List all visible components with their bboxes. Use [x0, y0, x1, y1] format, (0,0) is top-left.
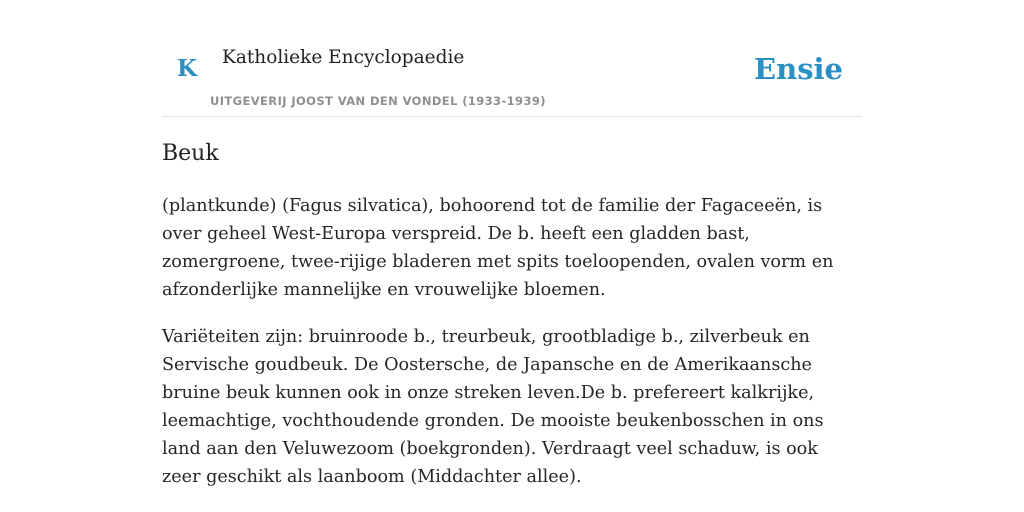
site-header [162, 0, 862, 117]
entry-body [162, 192, 862, 510]
page-container [162, 0, 862, 487]
entry-paragraph: (plantkunde) (Fagus silvatica), bohoorend tot de familie der Fagaceeën, is over geheel West-Europa verspreid. De b. heeft een gladden bast, zomergroene, twee-rijige bladeren met spits toeloopenden, ovalen vorm en afzonderlijke mannelijke en vrouwelijke bloemen. [162, 196, 834, 300]
publication-logo[interactable]: K [177, 55, 197, 82]
entry-paragraph: Variëteiten zijn: bruinroode b., treurbeuk, grootbladige b., zilverbeuk en Servische goudbeuk. De Oostersche, de Japansche en de Amerikaansche bruine beuk kunnen ook in onze streken leven.De b. prefereert kalkrijke, leemachtige, vochthoudende gronden. De mooiste beukenbosschen in ons land aan den Veluwezoom (boekgronden). Verdraagt veel schaduw, is ook zeer geschikt als laanboom (Middachter allee). [162, 327, 824, 487]
publisher-subtitle: UITGEVERIJ JOOST VAN DEN VONDEL (1933-1939) [210, 94, 546, 108]
brand-logo[interactable]: Ensie [754, 52, 843, 86]
publication-title[interactable]: Katholieke Encyclopaedie [222, 47, 465, 68]
entry-title: Beuk [162, 141, 219, 166]
